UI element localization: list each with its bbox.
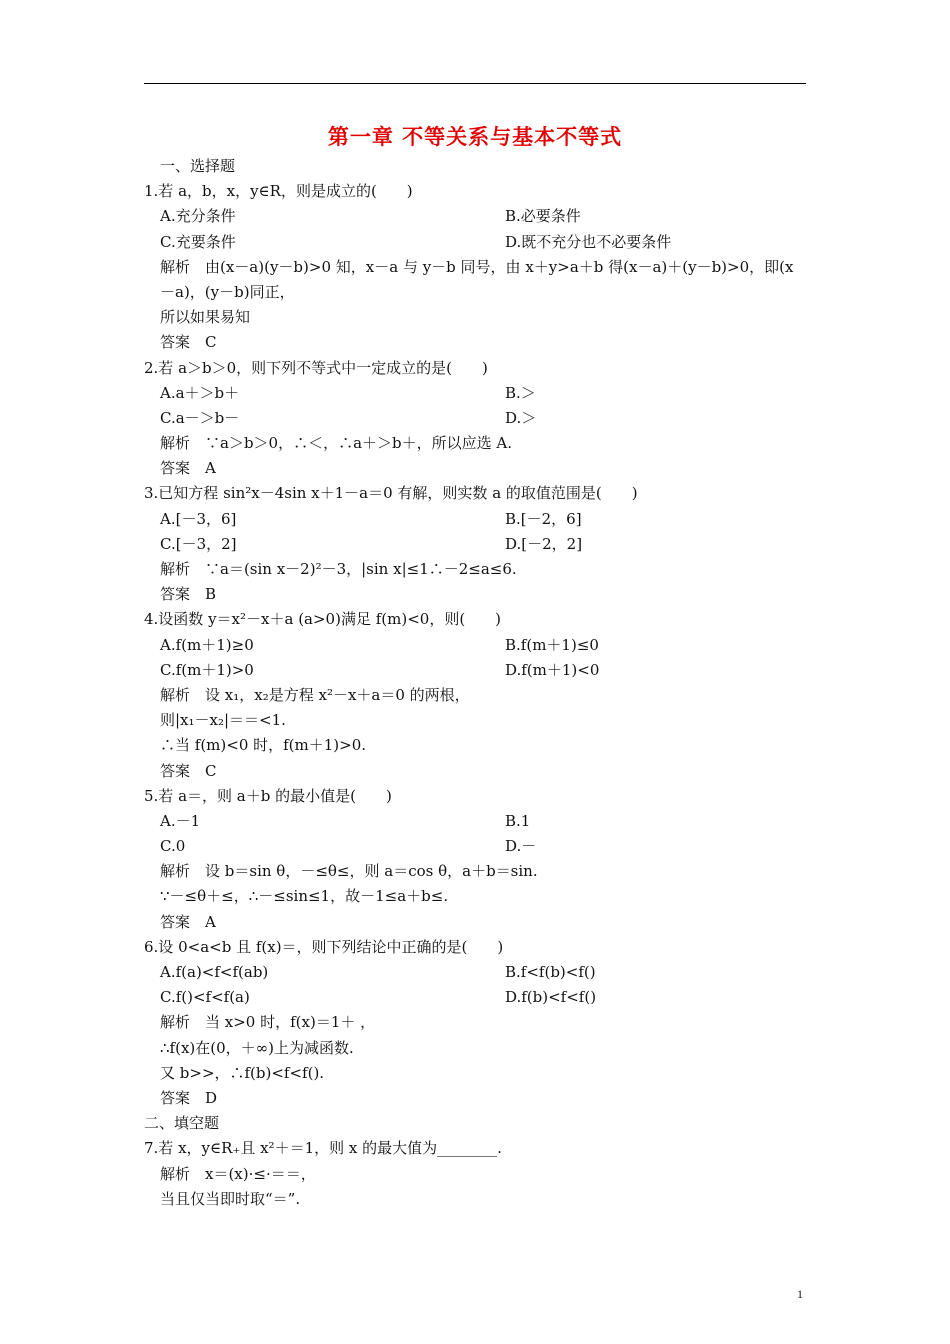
option-row <box>144 834 824 859</box>
text-line: 解析 设 b＝sin θ，－≤θ≤，则 a＝cos θ，a＋b＝sin. <box>160 862 538 881</box>
text-line: 1.若 a，b，x，y∈R，则是成立的( ) <box>144 182 413 201</box>
text-line: ∴当 f(m)<0 时，f(m＋1)>0. <box>160 736 367 755</box>
text-line: 则|x₁－x₂|＝＝<1. <box>160 711 286 730</box>
option-left: A.[－3，6] <box>160 509 237 528</box>
text-line: 4.设函数 y＝x²－x＋a (a>0)满足 f(m)<0，则( ) <box>144 610 502 629</box>
text-line: 解析 设 x₁，x₂是方程 x²－x＋a＝0 的两根， <box>160 685 470 704</box>
option-left: A.f(a)<f<f(ab) <box>160 963 269 981</box>
option-left: C.f()<f<f(a) <box>160 988 250 1007</box>
text-line: 2.若 a＞b＞0，则下列不等式中一定成立的是( ) <box>144 358 488 377</box>
text-line: －a)，(y－b)同正， <box>160 282 295 301</box>
option-left: C.a－＞b－ <box>160 408 240 427</box>
document-body <box>144 154 824 1212</box>
text-line: 二、填空题 <box>144 1114 220 1133</box>
option-right: B.＞ <box>505 383 536 402</box>
option-right: B.1 <box>505 811 531 830</box>
text-line: 解析 ∵a＞b＞0，∴＜，∴a＋＞b＋，所以应选 A. <box>160 434 513 453</box>
header-rule <box>144 83 806 84</box>
text-line: ∵－≤θ＋≤，∴－≤sin≤1，故－1≤a＋b≤. <box>160 887 449 906</box>
text-line: 答案 D <box>160 1088 218 1107</box>
text-line: 答案 B <box>160 585 217 604</box>
text-line: ∴f(x)在(0，＋∞)上为减函数. <box>160 1038 354 1057</box>
option-left: A.充分条件 <box>160 207 236 226</box>
text-line: 答案 C <box>160 761 217 780</box>
text-line: 解析 由(x－a)(y－b)>0 知，x－a 与 y－b 同号，由 x＋y>a＋b 得(x－a)＋(y－b)>0，即(x <box>160 257 794 276</box>
text-line: 5.若 a＝，则 a＋b 的最小值是( ) <box>144 786 392 805</box>
option-left: A.a＋＞b＋ <box>160 383 240 402</box>
option-row <box>144 507 824 532</box>
text-line: 一、选择题 <box>160 157 236 175</box>
option-row <box>144 960 824 985</box>
option-row <box>144 532 824 557</box>
text-line: 解析 ∵a＝(sin x－2)²－3，|sin x|≤1∴－2≤a≤6. <box>160 560 517 578</box>
text-line: 所以如果易知 <box>160 308 251 327</box>
option-left: C.充要条件 <box>160 232 236 251</box>
text-line: 6.设 0<a<b 且 f(x)＝，则下列结论中正确的是( ) <box>144 937 504 956</box>
option-row <box>144 381 824 406</box>
text-line: 答案 A <box>160 912 216 931</box>
option-right: B.[－2，6] <box>505 509 582 528</box>
option-right: D.f(m＋1)<0 <box>505 660 600 679</box>
text-line: 解析 当 x>0 时，f(x)＝1＋ ， <box>160 1013 376 1032</box>
option-row <box>144 658 824 683</box>
text-line: 答案 C <box>160 333 217 352</box>
text-line: 解析 x＝(x)·≤·＝＝， <box>160 1164 316 1183</box>
option-right: D.f(b)<f<f() <box>505 988 597 1007</box>
text-line: 3.已知方程 sin²x－4sin x＋1－a＝0 有解，则实数 a 的取值范围是( ) <box>144 484 638 503</box>
option-right: D.[－2，2] <box>505 534 583 553</box>
text-line: 又 b>>，∴f(b)<f<f(). <box>160 1063 325 1082</box>
option-right: B.f<f(b)<f() <box>505 963 596 981</box>
text-line: 当且仅当即时取“＝”. <box>160 1189 301 1208</box>
option-right: D.＞ <box>505 408 537 427</box>
option-row <box>144 230 824 255</box>
text-line: 答案 A <box>160 459 216 478</box>
option-left: A.－1 <box>160 811 201 830</box>
option-right: B.f(m＋1)≤0 <box>505 635 599 654</box>
option-row <box>144 809 824 834</box>
option-row <box>144 985 824 1010</box>
option-row <box>144 406 824 431</box>
page-number: 1 <box>797 1287 803 1301</box>
text-line: 7.若 x，y∈R₊且 x²＋＝1，则 x 的最大值为________. <box>144 1139 502 1158</box>
option-left: C.f(m＋1)>0 <box>160 660 254 679</box>
option-left: C.[－3，2] <box>160 534 237 553</box>
option-left: A.f(m＋1)≥0 <box>160 635 254 654</box>
option-right: B.必要条件 <box>505 207 581 226</box>
option-left: C.0 <box>160 837 186 856</box>
chapter-title: 第一章 不等关系与基本不等式 <box>327 124 623 149</box>
option-right: D.既不充分也不必要条件 <box>505 232 672 251</box>
option-right: D.－ <box>505 837 537 856</box>
option-row <box>144 204 824 229</box>
option-row <box>144 633 824 658</box>
